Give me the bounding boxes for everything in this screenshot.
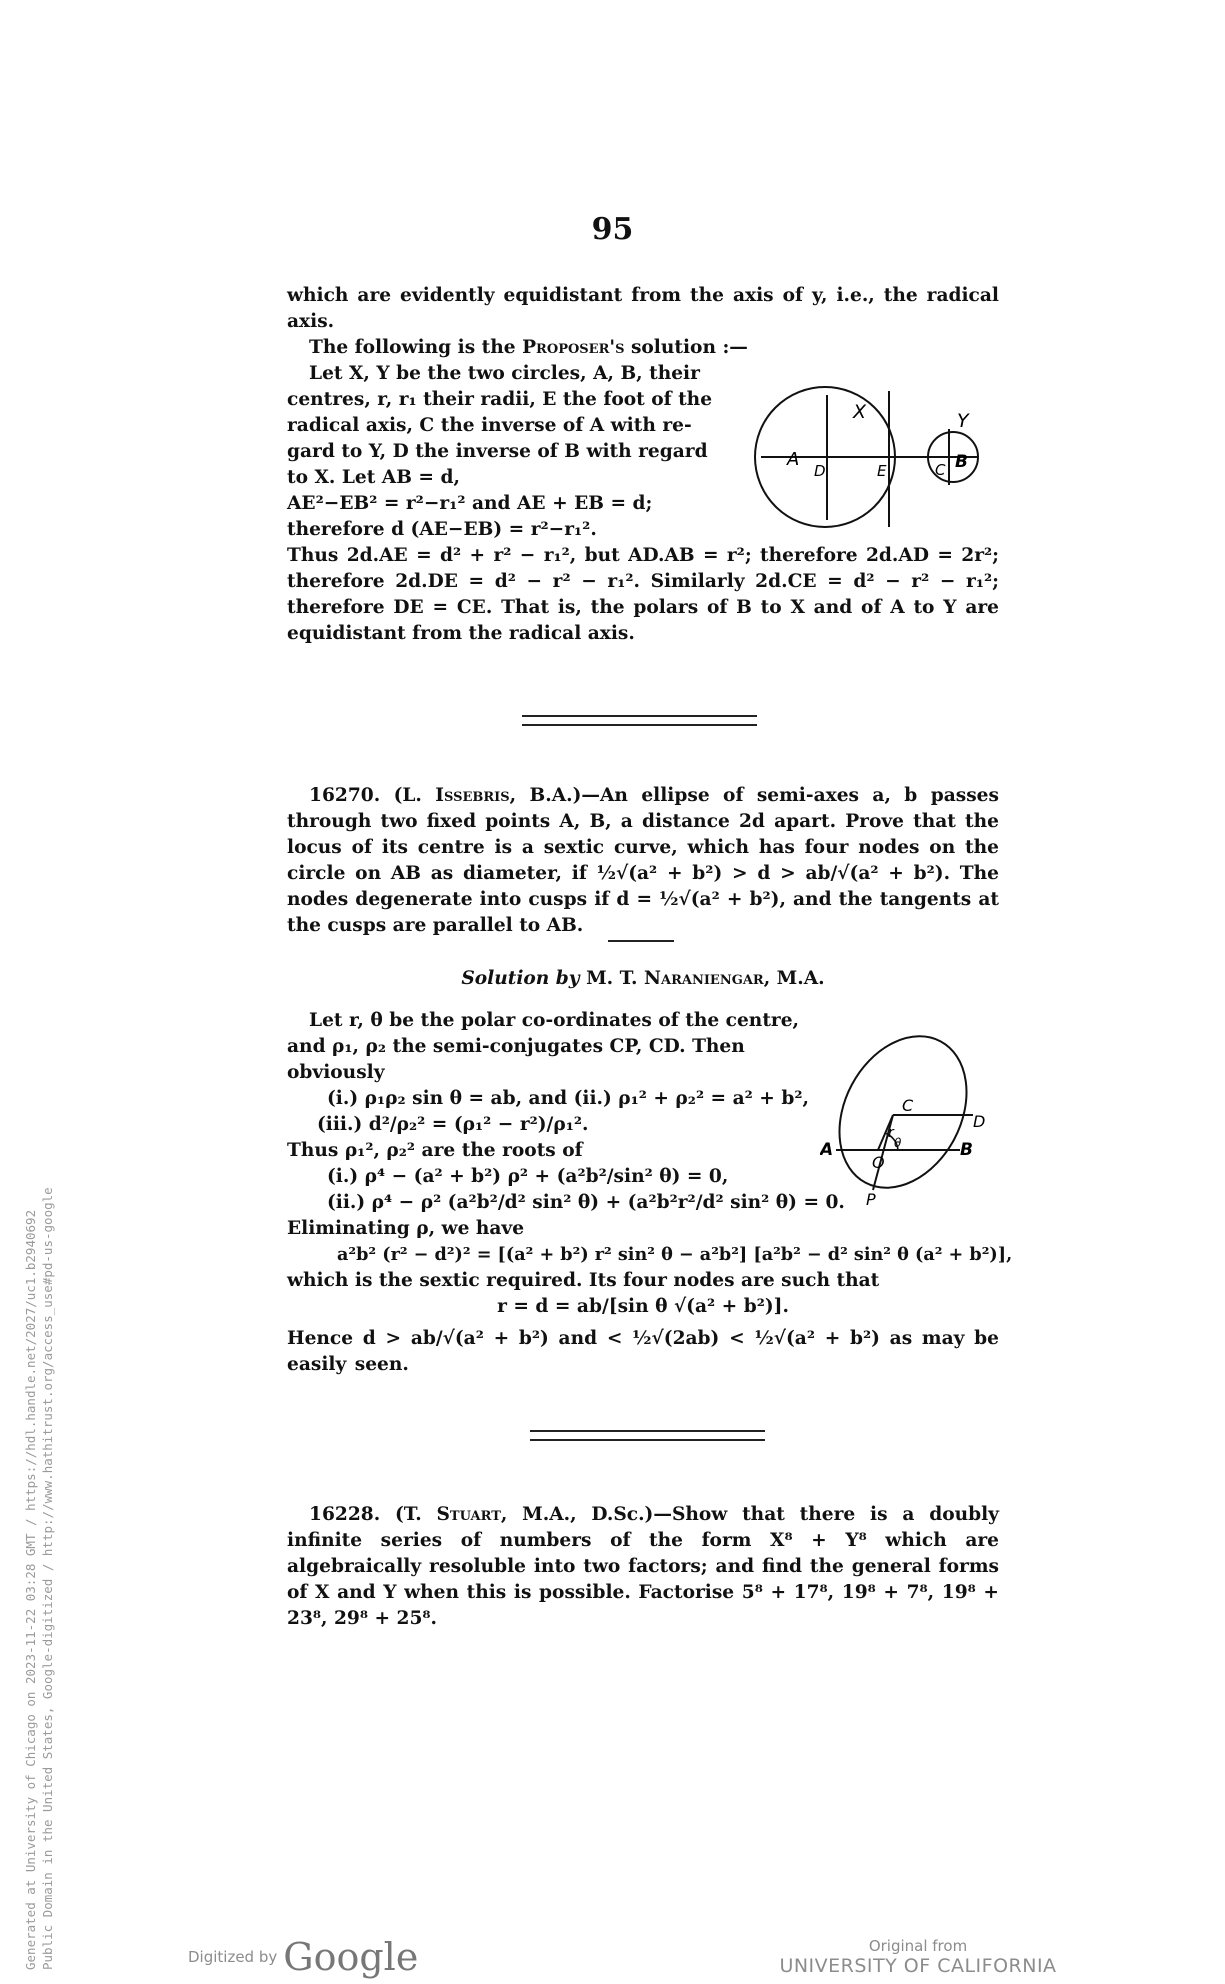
stamp-line: Public Domain in the United States, Google-digitized / http://www.hathitrust.org/access_use#pd-us-google — [40, 1187, 55, 1970]
question-16228 — [287, 1502, 999, 1632]
text-line: AE²−EB² = r²−r₁² and AE + EB = d; — [287, 493, 653, 514]
question-16228-statement: 16228. (T. Stuart, M.A., D.Sc.)—Show that there is a doubly infinite series of numbers of the form X⁸ + Y⁸ which are algebraically resoluble into two factors; and find the general forms of X and Y when this is possible. Factorise 5⁸ + 17⁸, 19⁸ + 7⁸, 19⁸ + 23⁸, 29⁸ + 25⁸. — [287, 1504, 999, 1629]
label-c: C — [935, 461, 946, 479]
equation-line: (i.) ρ⁴ − (a² + b²) ρ² + (a²b²/sin² θ) = 0, — [327, 1166, 729, 1187]
short-rule-divider — [608, 940, 674, 942]
label-o: O — [872, 1153, 885, 1172]
label-theta: θ — [894, 1136, 902, 1150]
double-rule-divider — [522, 715, 757, 726]
label-x: X — [853, 401, 867, 423]
equation-line: (ii.) ρ⁴ − ρ² (a²b²/d² sin² θ) + (a²b²r²/d² sin² θ) = 0. — [327, 1192, 845, 1213]
text-line: radical axis, C the inverse of A with re- — [287, 415, 692, 436]
proposer-intro: The following is the Proposer's solution :— — [309, 337, 748, 358]
text-line: to X. Let AB = d, — [287, 467, 460, 488]
original-from-label: Original from — [868, 1937, 968, 1955]
side-provenance-stamp — [22, 1187, 56, 1970]
equation-line: a²b² (r² − d²)² = [(a² + b²) r² sin² θ − a²b²] [a²b² − d² sin² θ (a² + b²)], — [337, 1244, 1013, 1265]
original-from — [778, 1937, 1058, 1977]
two-circles-figure — [735, 385, 995, 535]
ellipse-figure — [820, 1015, 990, 1215]
stamp-line: Generated at University of Chicago on 2023-11-22 03:28 GMT / https://hdl.handle.net/2027/uc1.b2940692 — [23, 1209, 38, 1970]
equation-line: (i.) ρ₁ρ₂ sin θ = ab, and (ii.) ρ₁² + ρ₂² = a² + b², — [327, 1088, 809, 1109]
text-line: obviously — [287, 1062, 385, 1083]
question-number: 16228. — [309, 1504, 381, 1525]
equation-line: r = d = ab/[sin θ √(a² + b²)]. — [497, 1296, 789, 1317]
page-number: 95 — [591, 212, 634, 247]
text-line: Eliminating ρ, we have — [287, 1218, 525, 1239]
question-number: 16270. — [309, 785, 381, 806]
thus-paragraph: Thus 2d.AE = d² + r² − r₁², but AD.AB = r²; therefore 2d.AD = 2r²; therefore 2d.DE = d² − r² − r₁². Similarly 2d.CE = d² − r² − r₁²; therefore DE = CE. That is, the polars of B to X and of A to Y are equidistant from the radical axis. — [287, 545, 999, 644]
label-d: D — [973, 1112, 986, 1131]
text-line: Thus ρ₁², ρ₂² are the roots of — [287, 1140, 583, 1161]
continuation-paragraph: which are evidently equidistant from the axis of y, i.e., the radical axis. — [287, 285, 999, 332]
label-r: r — [888, 1125, 894, 1141]
label-a: A — [820, 1140, 834, 1160]
label-d: D — [814, 462, 826, 480]
label-e: E — [877, 462, 887, 480]
university-label: UNIVERSITY OF CALIFORNIA — [779, 1955, 1057, 1977]
conclusion-paragraph: Hence d > ab/√(a² + b²) and < ½√(2ab) < ½√(a² + b²) as may be easily seen. — [287, 1328, 999, 1375]
label-b: B — [960, 1140, 973, 1160]
digitized-by-google — [188, 1935, 418, 1979]
label-c: C — [902, 1096, 914, 1115]
text-line: gard to Y, D the inverse of B with regard — [287, 441, 708, 462]
label-a: A — [787, 449, 800, 470]
question-16270-statement: 16270. (L. Issebris, B.A.)—An ellipse of semi-axes a, b passes through two fixed points A, B, a distance 2d apart. Prove that the locus of its centre is a sextic curve, which has four nodes on the circle on AB as diameter, if ½√(a² + b²) > d > ab/√(a² + b²). The nodes degenerate into cusps if d = ½√(a² + b²), and the tangents at the cusps are parallel to AB. — [287, 785, 999, 936]
label-b: B — [955, 452, 968, 472]
text-line: and ρ₁, ρ₂ the semi-conjugates CP, CD. Then — [287, 1036, 745, 1057]
text-line: Let X, Y be the two circles, A, B, their — [309, 363, 700, 384]
question-16270 — [287, 783, 999, 939]
google-logo: Google — [283, 1935, 419, 1979]
text-line: which is the sextic required. Its four nodes are such that — [287, 1270, 880, 1291]
text-line: Let r, θ be the polar co-ordinates of the centre, — [309, 1010, 800, 1031]
double-rule-divider — [530, 1430, 765, 1441]
equation-line: (iii.) d²/ρ₂² = (ρ₁² − r²)/ρ₁². — [317, 1114, 589, 1135]
solution-heading: Solution by M. T. Naraniengar, M.A. — [461, 968, 825, 989]
digitized-by-label: Digitized by — [188, 1948, 278, 1966]
text-line: centres, r, r₁ their radii, E the foot of the — [287, 389, 713, 410]
label-y: Y — [957, 410, 969, 432]
label-p: P — [866, 1190, 876, 1209]
text-line: therefore d (AE−EB) = r²−r₁². — [287, 519, 597, 540]
